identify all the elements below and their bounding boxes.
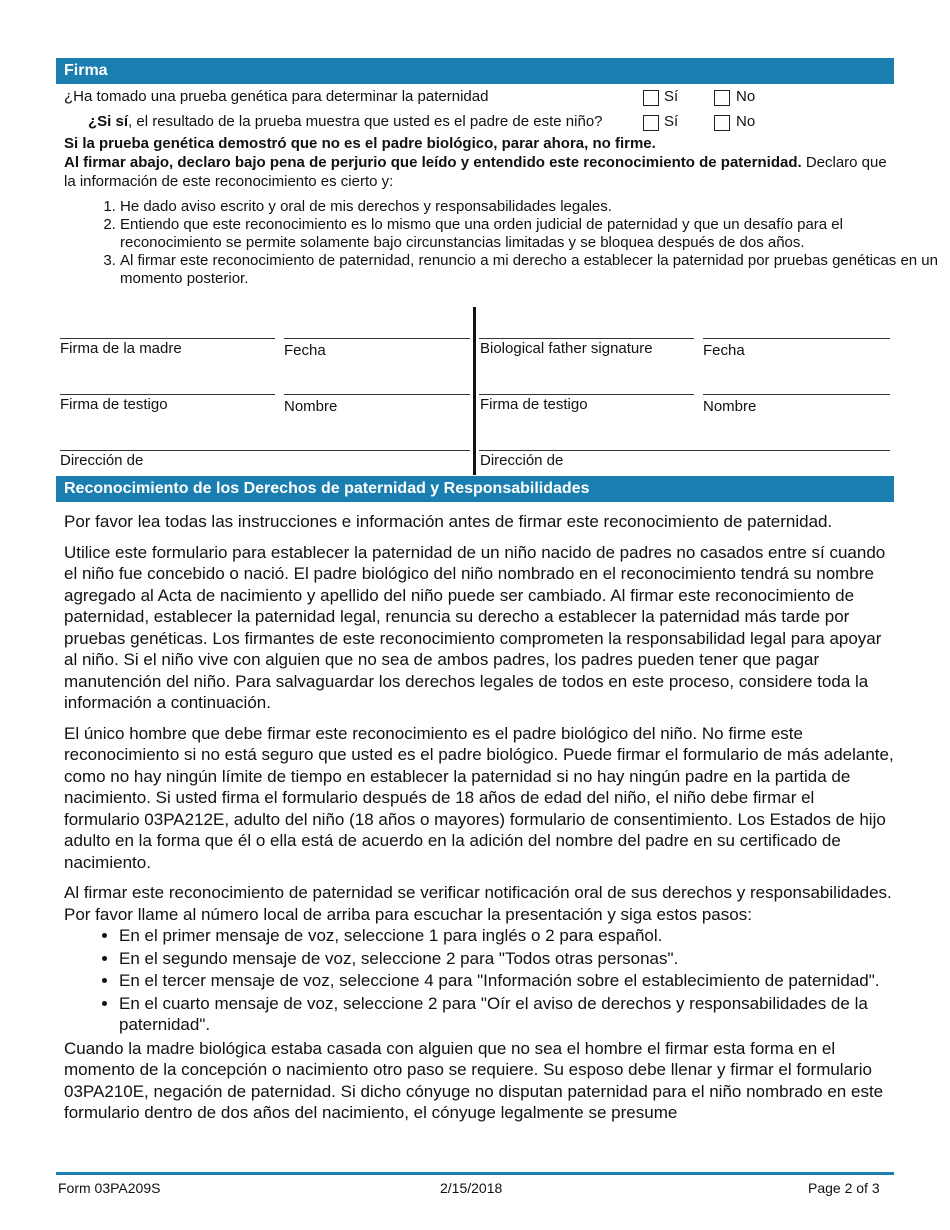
declaration-text: Declaro que la información de este reconocimiento es cierto y:: [64, 154, 887, 190]
mother-date-label: Fecha: [284, 342, 326, 359]
q1-no-checkbox[interactable]: [714, 90, 730, 106]
witness2-signature-label: Firma de testigo: [480, 396, 588, 413]
question-test-result: [88, 113, 603, 130]
phone-step: • En el segundo mensaje de voz, seleccione 2 para "Todos otras personas".: [119, 948, 894, 970]
rights-paragraph: El único hombre que debe firmar este reconocimiento es el padre biológico del niño. No firme este reconocimiento si no está seguro que usted es el padre biológico. Puede firmar el formulario de más adelante, como no hay ningún límite de tiempo en establecer la paternidad si no hay ningún padre en la partida de nacimiento. Si usted firma el formulario después de 18 años de edad del niño, el niño debe firmar el formulario 03PA212E, adulto del niño (18 años o mayores) formulario de consentimiento. Los Estados de hijo adulto en la forma que él o ella está de acuerdo en la adición del nombre del padre en su certificado de nacimiento.: [64, 723, 894, 872]
witness2-address-line[interactable]: [479, 450, 890, 451]
rights-body: [64, 511, 894, 1133]
father-signature-line[interactable]: [479, 338, 694, 339]
mother-signature-line[interactable]: [60, 338, 275, 339]
declaration-item: 3. Al firmar este reconocimiento de paternidad, renuncio a mi derecho a establecer la paternidad por pruebas genéticas en un momento posterior.: [120, 252, 940, 288]
witness2-signature-line[interactable]: [479, 394, 694, 395]
rights-paragraph: Por favor lea todas las instrucciones e información antes de firmar este reconocimiento de paternidad.: [64, 512, 833, 531]
footer-date: 2/15/2018: [440, 1180, 503, 1196]
footer-form-number: Form 03PA209S: [58, 1180, 161, 1196]
q2-yes-label: Sí: [664, 113, 679, 130]
witness2-name-line[interactable]: [703, 394, 890, 395]
q2-yes-checkbox[interactable]: [643, 115, 659, 131]
declaration-item: 2. Entiendo que este reconocimiento es lo mismo que una orden judicial de paternidad y que un desafío para el reconocimiento se permite solamente bajo circunstancias limitadas y se bloquea después de dos años.: [120, 216, 940, 252]
mother-date-line[interactable]: [284, 338, 470, 339]
q1-no-label: No: [736, 88, 756, 105]
stop-notice: Si la prueba genética demostró que no es el padre biológico, parar ahora, no firme.: [64, 135, 656, 152]
mother-signature-label: Firma de la madre: [60, 340, 182, 357]
witness1-signature-label: Firma de testigo: [60, 396, 168, 413]
q2-no-label: No: [736, 113, 756, 130]
q1-yes-checkbox[interactable]: [643, 90, 659, 106]
declaration-item: 1. He dado aviso escrito y oral de mis derechos y responsabilidades legales.: [120, 198, 940, 216]
signature-column-divider: [473, 307, 476, 475]
declaration: [64, 153, 894, 191]
q1-yes-label: Sí: [664, 88, 679, 105]
section-header-rights: Reconocimiento de los Derechos de paternidad y Responsabilidades: [56, 476, 894, 502]
question-genetic-test: ¿Ha tomado una prueba genética para determinar la paternidad: [64, 88, 489, 105]
rights-paragraph: Al firmar este reconocimiento de paternidad se verificar notificación oral de sus derechos y responsabilidades. Por favor llame al número local de arriba para escuchar la presentación y siga estos pasos:: [64, 883, 892, 924]
declaration-bold: Al firmar abajo, declaro bajo pena de perjurio que leído y entendido este reconocimiento de paternidad.: [64, 154, 802, 171]
witness1-name-label: Nombre: [284, 398, 338, 415]
footer-page-number: Page 2 of 3: [808, 1180, 880, 1196]
phone-step: • En el tercer mensaje de voz, seleccione 4 para "Información sobre el establecimiento de paternidad".: [119, 970, 894, 992]
question-test-result-bold: ¿Si sí: [88, 113, 129, 130]
footer-rule: [56, 1172, 894, 1175]
q2-no-checkbox[interactable]: [714, 115, 730, 131]
witness2-name-label: Nombre: [703, 398, 757, 415]
declaration-list: [60, 198, 940, 288]
witness1-name-line[interactable]: [284, 394, 470, 395]
witness1-address-line[interactable]: [60, 450, 470, 451]
phone-steps-list: [64, 925, 894, 1036]
rights-paragraph: Cuando la madre biológica estaba casada con alguien que no sea el hombre el firmar esta forma en el momento de la concepción o nacimiento otro paso se requiere. Su esposo debe llenar y firmar el formulario 03PA210E, negación de paternidad. Si dicho cónyuge no disputan paternidad para el niño nombrado en este formulario dentro de dos años del nacimiento, el cónyuge legalmente se presume: [64, 1038, 884, 1122]
father-signature-label: Biological father signature: [480, 340, 653, 357]
father-date-line[interactable]: [703, 338, 890, 339]
rights-paragraph: Utilice este formulario para establecer la paternidad de un niño nacido de padres no casados entre sí cuando el niño fue concebido o nació. El padre biológico del niño nombrado en el reconocimiento tendrá su nombre agregado al Acta de nacimiento y apellido del niño puede ser cambiado. Al firmar este reconocimiento de paternidad, establecer la paternidad legal, renuncia su derecho a establecer la paternidad más tarde por pruebas genéticas. Los firmantes de este reconocimiento comprometen la responsabilidad legal para apoyar al niño. Si el niño vive con alguien que no sea de ambos padres, los padres pueden tener que pagar manutención del niño. Para salvaguardar los derechos legales de todos en este proceso, considere toda la información a continuación.: [64, 542, 886, 712]
witness2-address-label: Dirección de: [480, 452, 564, 469]
section-header-firma: Firma: [56, 58, 894, 84]
witness1-address-label: Dirección de: [60, 452, 144, 469]
question-test-result-text: , el resultado de la prueba muestra que usted es el padre de este niño?: [128, 113, 603, 130]
phone-step: • En el cuarto mensaje de voz, seleccione 2 para "Oír el aviso de derechos y responsabilidades de la paternidad".: [119, 993, 894, 1036]
witness1-signature-line[interactable]: [60, 394, 275, 395]
father-date-label: Fecha: [703, 342, 745, 359]
phone-step: • En el primer mensaje de voz, seleccione 1 para inglés o 2 para español.: [119, 925, 894, 947]
